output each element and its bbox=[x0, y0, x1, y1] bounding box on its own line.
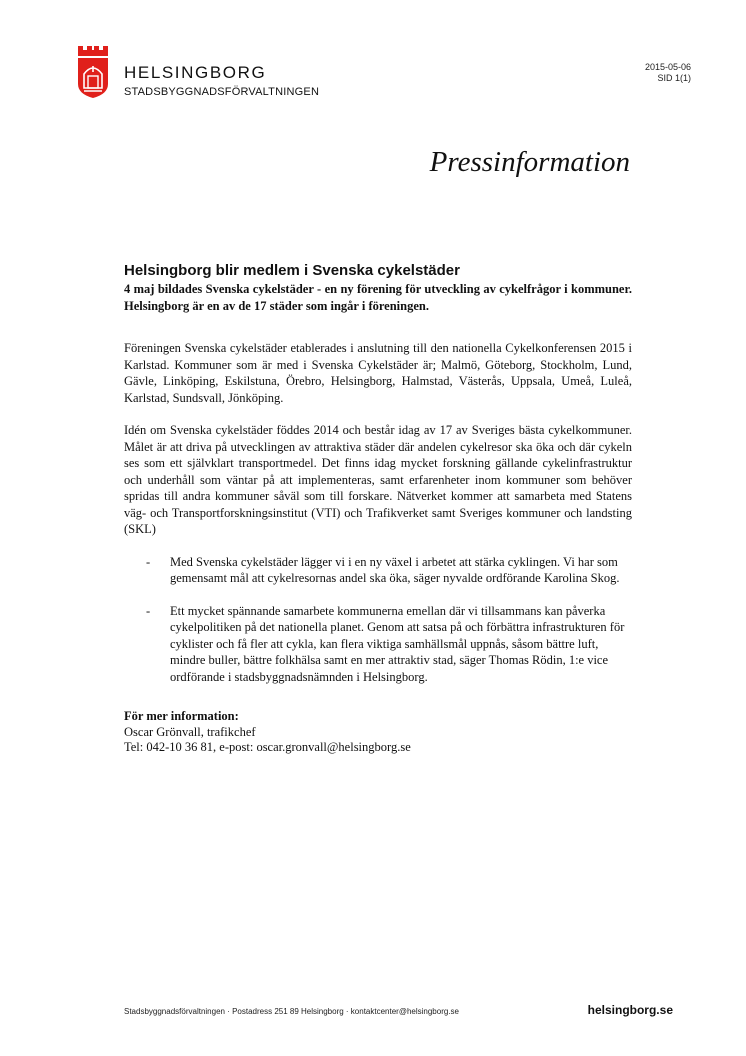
dash-marker: - bbox=[146, 603, 151, 618]
body-paragraph: Föreningen Svenska cykelstäder etablerades i anslutning till den nationella Cykelkonferensen 2015 i Karlstad. Kommuner som är med i Svenska Cykelstäder är; Malmö, Göteborg, Stockholm, Lund, Gävle, Linköping, Eskilstuna, Örebro, Helsingborg, Halmstad, Västerås, Uppsala, Umeå, Luleå, Karlstad, Sundsvall, Jönköping. bbox=[124, 341, 632, 405]
contact-block bbox=[124, 709, 632, 756]
quote-item bbox=[124, 603, 632, 686]
organization-name: HELSINGBORG bbox=[124, 63, 267, 82]
quote-text: Med Svenska cykelstäder lägger vi i en ny växel i arbetet att stärka cyklingen. Vi har som gemensamt mål att cykelresornas andel ska öka, säger nyvalde ordförande Karolina Skog. bbox=[170, 554, 620, 585]
headline: Helsingborg blir medlem i Svenska cykelstäder bbox=[124, 262, 460, 279]
page-number: SID 1(1) bbox=[657, 73, 691, 83]
document-meta bbox=[645, 62, 691, 84]
document-type-title: Pressinformation bbox=[429, 146, 630, 178]
document-date: 2015-05-06 bbox=[644, 62, 691, 72]
quote-list bbox=[124, 554, 632, 686]
body-paragraph: Idén om Svenska cykelstäder föddes 2014 och består idag av 17 av Sveriges bästa cykelkommuner. Målet är att driva på utvecklingen av attraktiva städer där andelen cykelresor ska öka och där cykeln ses som ett självklart transportmedel. Det finns idag mycket forskning gällande cykelinfrastruktur och underhåll som väntar på att implementeras, samt erfarenheter inom kommuner som behöver spridas till andra kommuner såväl som till forskare. Nätverket kommer att samarbeta med Statens väg- och Transportforskningsinstitut (VTI) och Trafikverket samt Sveriges kommuner och landsting (SKL) bbox=[124, 423, 632, 536]
footer-website-link[interactable]: helsingborg.se bbox=[587, 1003, 673, 1017]
press-release-body bbox=[124, 262, 632, 756]
quote-text: Ett mycket spännande samarbete kommunerna emellan där vi tillsammans kan påverka cykelpolitiken på det nationella planet. Genom att satsa på och förbättra infrastrukturen för cyklister och få fler att cykla, kan flera viktiga samhällsmål uppnås, såsom bättre luft, mindre buller, bättre folkhälsa samt en mer attraktiv stad, säger Thomas Rödin, 1:e vice ordförande i stadsbyggnadsnämnden i Helsingborg. bbox=[170, 603, 625, 684]
helsingborg-castle-crest-icon bbox=[76, 44, 110, 98]
contact-heading: För mer information: bbox=[124, 709, 239, 723]
footer-address: Stadsbyggnadsförvaltningen · Postadress 251 89 Helsingborg · kontaktcenter@helsingborg.se bbox=[124, 1007, 459, 1016]
quote-item bbox=[124, 554, 632, 587]
lead-paragraph: 4 maj bildades Svenska cykelstäder - en ny förening för utveckling av cykelfrågor i kommuner. Helsingborg är en av de 17 städer som ingår i föreningen. bbox=[124, 282, 632, 313]
contact-details: Tel: 042-10 36 81, e-post: oscar.gronvall@helsingborg.se bbox=[124, 740, 411, 754]
department-name: STADSBYGGNADSFÖRVALTNINGEN bbox=[124, 86, 320, 98]
contact-name: Oscar Grönvall, trafikchef bbox=[124, 724, 256, 739]
dash-marker: - bbox=[146, 554, 151, 569]
